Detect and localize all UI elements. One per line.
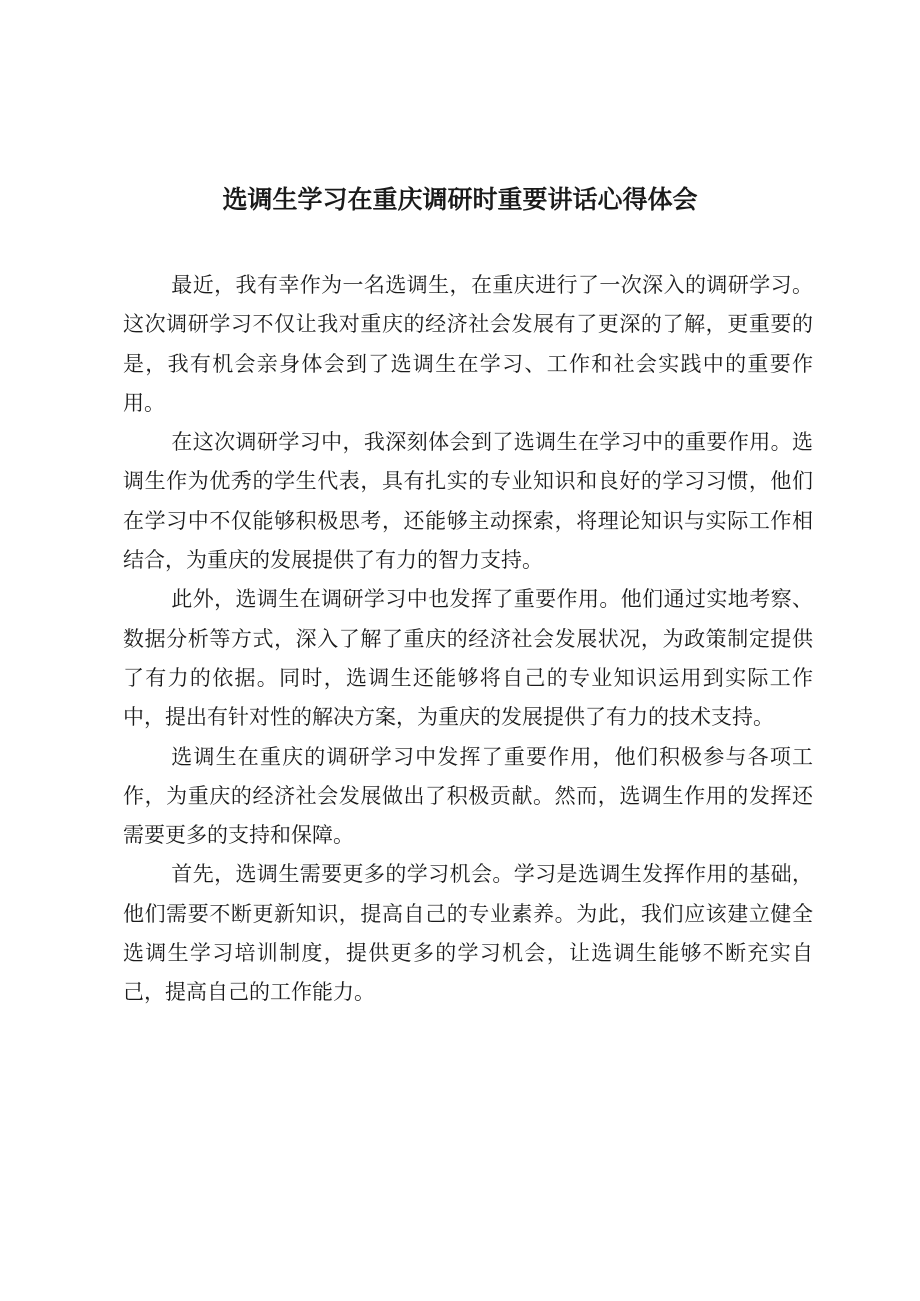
- document-body: [123, 266, 813, 1013]
- paragraph-3: 此外，选调生在调研学习中也发挥了重要作用。他们通过实地考察、数据分析等方式，深入了解了重庆的经济社会发展状况，为政策制定提供了有力的依据。同时，选调生还能够将自己的专业知识运用到实际工作中，提出有针对性的解决方案，为重庆的发展提供了有力的技术支持。: [123, 587, 813, 730]
- paragraph-1: 最近，我有幸作为一名选调生，在重庆进行了一次深入的调研学习。这次调研学习不仅让我对重庆的经济社会发展有了更深的了解，更重要的是，我有机会亲身体会到了选调生在学习、工作和社会实践中的重要作用。: [123, 273, 813, 415]
- document-title: 选调生学习在重庆调研时重要讲话心得体会: [222, 185, 698, 214]
- paragraph-5: 首先，选调生需要更多的学习机会。学习是选调生发挥作用的基础，他们需要不断更新知识，提高自己的专业素养。为此，我们应该建立健全选调生学习培训制度，提供更多的学习机会，让选调生能够不断充实自己，提高自己的工作能力。: [123, 862, 813, 1005]
- paragraph-4: 选调生在重庆的调研学习中发挥了重要作用，他们积极参与各项工作，为重庆的经济社会发展做出了积极贡献。然而，选调生作用的发挥还需要更多的支持和保障。: [123, 744, 813, 848]
- paragraph-2: 在这次调研学习中，我深刻体会到了选调生在学习中的重要作用。选调生作为优秀的学生代表，具有扎实的专业知识和良好的学习习惯，他们在学习中不仅能够积极思考，还能够主动探索，将理论知识与实际工作相结合，为重庆的发展提供了有力的智力支持。: [123, 430, 813, 573]
